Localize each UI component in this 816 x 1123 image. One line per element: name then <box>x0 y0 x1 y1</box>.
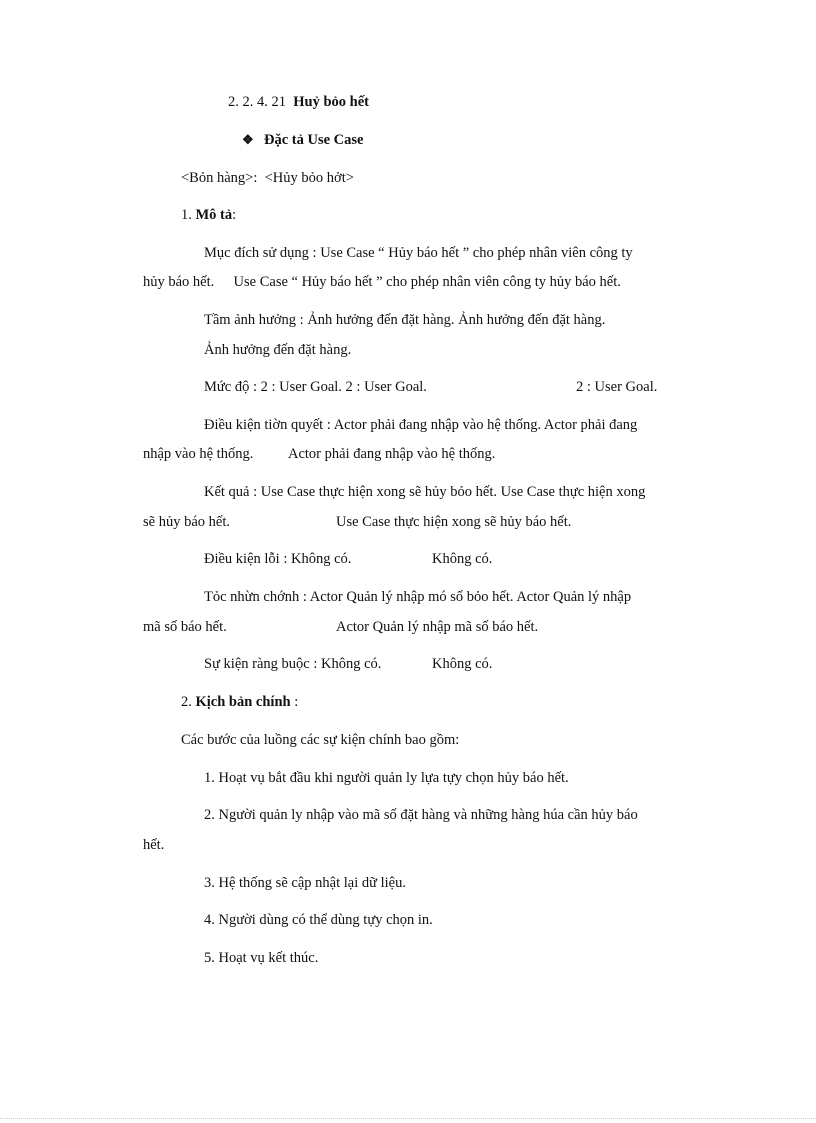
step-1: 1. Hoạt vụ bắt đầu khi người quản ly lựa tựy chọn hủy báo hết. <box>204 770 569 786</box>
su-kien-line-a: Sự kiện ràng buộc : Không có. <box>204 656 382 672</box>
step-2-line-1 <box>204 806 682 824</box>
step-2-text: 2. Người quản ly nhập vào mã số đặt hàng và những hàng húa cần hủy báo <box>204 807 638 823</box>
usecase-name: <Hủy bỏo hởt> <box>264 170 354 186</box>
ket-qua-line-1: Kết quả : Use Case thực hiện xong sẽ hủy bỏo hết. Use Case thực hiện xong <box>204 484 646 500</box>
su-kien-line-b: Không có. <box>432 656 493 672</box>
steps-intro: Các bước của luồng các sự kiện chính bao gồm: <box>181 732 460 748</box>
section-2-label: Kịch bản chính <box>195 694 291 710</box>
section-1-colon: : <box>232 207 237 223</box>
usecase-actor: <Bỏn hàng>: <box>181 170 258 186</box>
diamond-bullet-icon: ❖ <box>242 132 254 147</box>
muc-do-line-a: Mức độ : 2 : User Goal. 2 : User Goal. <box>204 379 427 395</box>
section-1-title <box>181 206 236 224</box>
section-2-number: 2. <box>181 694 192 710</box>
muc-do-line-b: 2 : User Goal. <box>576 379 658 395</box>
heading-title: Huỷ bỏo hết <box>293 94 369 110</box>
dieu-kien-tien-quyet-line-2a: nhập vào hệ thống. <box>143 446 254 462</box>
subheading-title: Đặc tả Use Case <box>264 132 364 148</box>
muc-dich-line-2 <box>143 273 621 291</box>
tac-nhan-line-2a: mã số báo hết. <box>143 619 227 635</box>
tam-anh-huong-line-1: Tầm ảnh hưởng : Ảnh hưởng đến đặt hàng. Ảnh hưởng đến đặt hàng. <box>204 312 606 328</box>
subheading <box>242 131 363 149</box>
page-bottom-divider <box>0 1118 816 1119</box>
muc-dich-line-1 <box>204 244 686 262</box>
step-5: 5. Hoạt vụ kết thúc. <box>204 950 319 966</box>
tac-nhan-line-1: Tỏc nhừn chớnh : Actor Quản lý nhập mó số bỏo hết. Actor Quản lý nhập <box>204 589 632 605</box>
step-4: 4. Người dùng có thể dùng tựy chọn in. <box>204 912 433 928</box>
section-2-colon: : <box>294 694 299 710</box>
usecase-line <box>181 169 354 187</box>
tac-nhan-line-2b: Actor Quản lý nhập mã số báo hết. <box>336 619 539 635</box>
ket-qua-line-2a: sẽ hủy báo hết. <box>143 514 230 530</box>
step-3: 3. Hệ thống sẽ cập nhật lại dữ liệu. <box>204 875 406 891</box>
muc-dich-text-2b: Use Case “ Hủy báo hết ” cho phép nhân viên công ty hủy báo hết. <box>233 274 621 290</box>
dieu-kien-loi-line-b: Không có. <box>432 551 493 567</box>
section-1-label: Mô tả <box>195 207 233 223</box>
section-1-number: 1. <box>181 207 192 223</box>
dieu-kien-loi-line-a: Điều kiện lỗi : Không có. <box>204 551 352 567</box>
ket-qua-line-2b: Use Case thực hiện xong sẽ hủy báo hết. <box>336 514 572 530</box>
tam-anh-huong-line-2: Ảnh hưởng đến đặt hàng. <box>204 342 352 358</box>
step-2-line-2: hết. <box>143 837 165 853</box>
dieu-kien-tien-quyet-line-2b: Actor phải đang nhập vào hệ thống. <box>288 446 496 462</box>
muc-dich-text-2a: hủy báo hết. <box>143 274 215 290</box>
section-2-title <box>181 693 298 711</box>
dieu-kien-tien-quyet-line-1: Điều kiện tiờn quyết : Actor phải đang nhập vào hệ thống. Actor phải đang <box>204 417 638 433</box>
muc-dich-text-1: Mục đích sử dụng : Use Case “ Hủy báo hết ” cho phép nhân viên công ty <box>204 245 633 261</box>
section-heading <box>228 93 369 111</box>
heading-number: 2. 2. 4. 21 <box>228 94 286 110</box>
